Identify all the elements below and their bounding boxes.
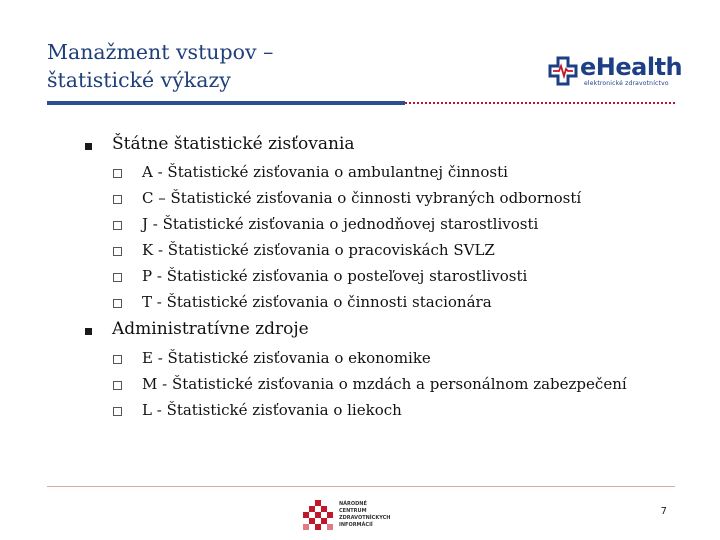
nczi-line-3: ZDRAVOTNÍCKYCH [339,515,391,521]
ehealth-brand-text: eHealth [580,53,683,81]
list-item: A - Štatistické zisťovania o ambulantnej činnosti [142,163,508,181]
list-item: M - Štatistické zisťovania o mzdách a personálnom zabezpečení [142,375,627,393]
nczi-checker-icon [303,500,335,532]
slide-title [47,38,467,94]
title-underline-dotted [405,102,675,104]
sub-bullet [113,169,122,178]
list-item: T - Štatistické zisťovania o činnosti stacionára [142,293,492,311]
sub-bullet [113,381,122,390]
footer-divider [47,486,675,487]
ehealth-logo [548,53,683,94]
list-item: E - Štatistické zisťovania o ekonomike [142,349,431,367]
nczi-logo [303,500,399,534]
sub-bullet [113,407,122,416]
medical-cross-icon [548,56,578,86]
page-number: 7 [660,506,667,517]
sub-bullet [113,195,122,204]
sub-bullet [113,221,122,230]
nczi-line-1: NÁRODNÉ [339,501,367,507]
list-item: C – Štatistické zisťovania o činnosti vybraných odborností [142,189,582,207]
nczi-line-4: INFORMÁCIÍ [339,522,373,528]
title-underline [47,101,405,105]
sub-bullet [113,273,122,282]
sub-bullet [113,299,122,308]
list-item: L - Štatistické zisťovania o liekoch [142,401,402,419]
section-label-state-surveys: Štátne štatistické zisťovania [112,134,355,154]
section-label-admin-sources: Administratívne zdroje [112,319,309,339]
section-bullet [85,143,92,150]
list-item: K - Štatistické zisťovania o pracoviskách SVLZ [142,241,495,259]
section-bullet [85,328,92,335]
slide-title-line-2: štatistické výkazy [47,68,231,92]
nczi-org-name [339,501,390,529]
sub-bullet [113,247,122,256]
list-item: P - Štatistické zisťovania o posteľovej starostlivosti [142,267,528,285]
nczi-line-2: CENTRUM [339,508,367,514]
slide-title-line-1: Manažment vstupov – [47,40,274,64]
list-item: J - Štatistické zisťovania o jednodňovej starostlivosti [142,215,539,233]
ehealth-tagline: elektronické zdravotníctvo [584,80,669,87]
sub-bullet [113,355,122,364]
